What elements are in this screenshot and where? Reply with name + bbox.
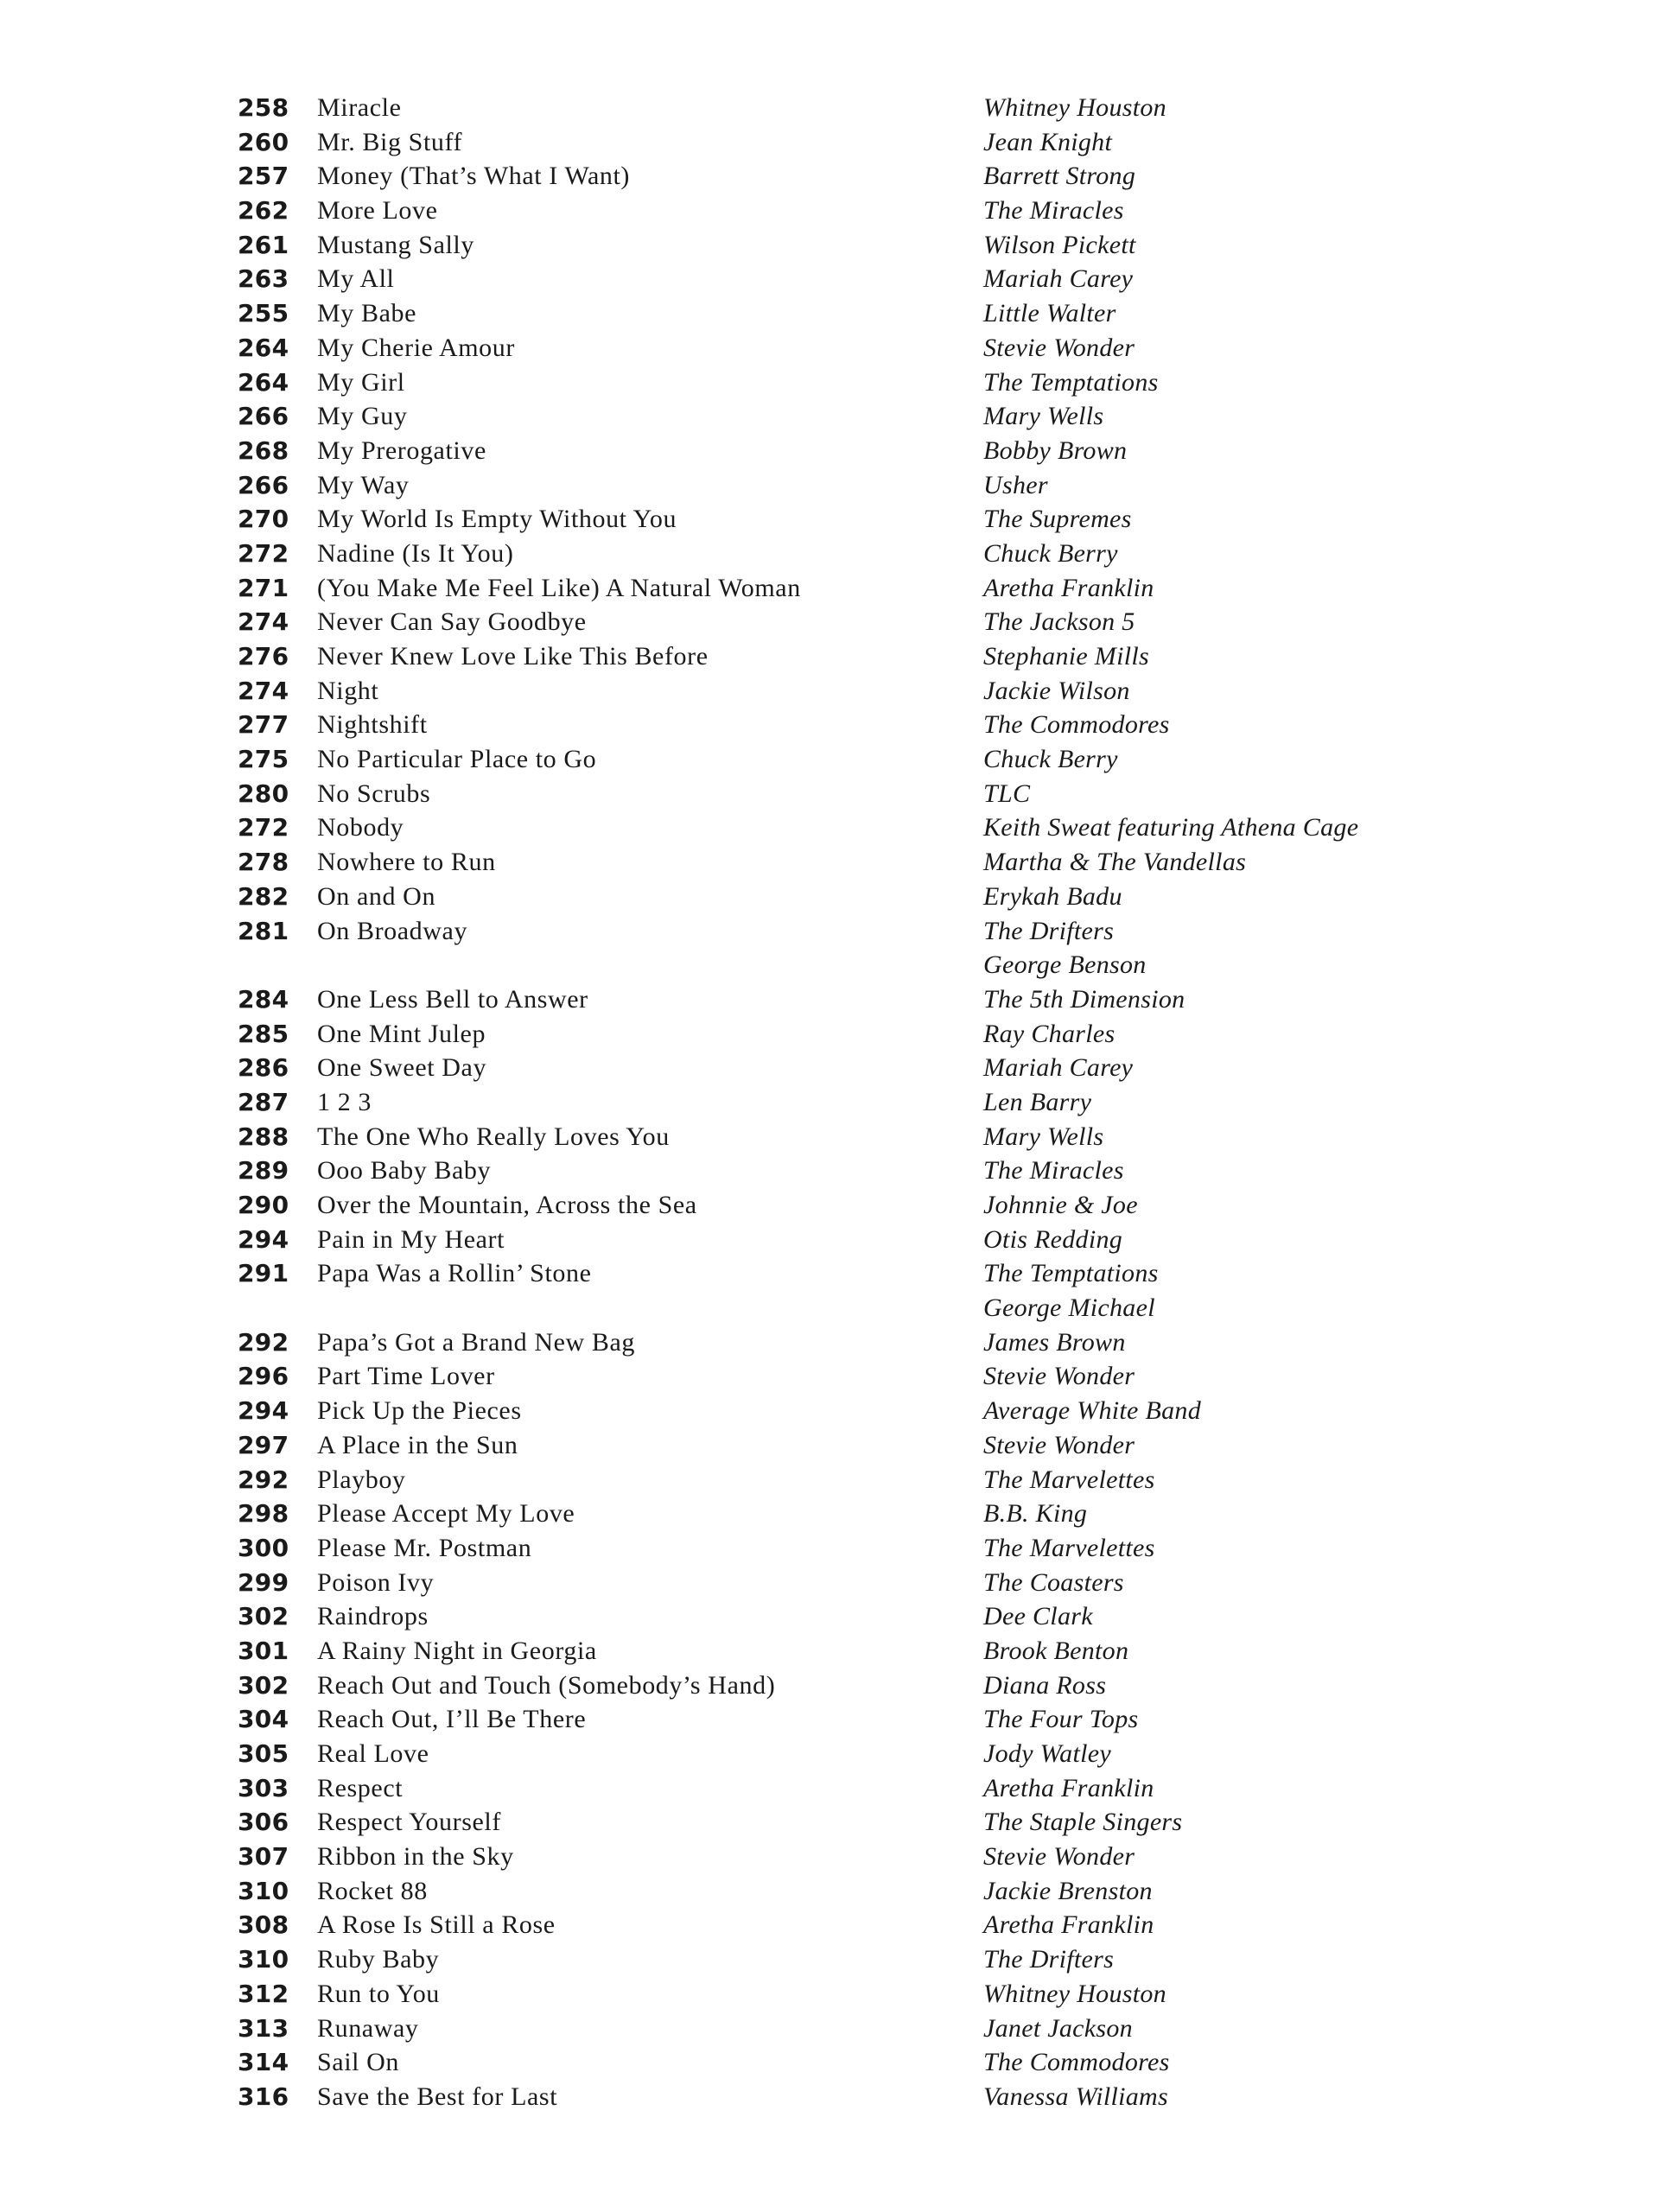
song-title: Playboy [317,1465,406,1494]
song-title: Respect Yourself [317,1808,501,1837]
song-title: Night [317,676,379,705]
song-title: My World Is Empty Without You [317,505,677,534]
song-entry [0,194,1659,228]
song-title: A Rainy Night in Georgia [317,1636,597,1665]
song-entry [0,434,1659,468]
page-number: 308 [238,1910,289,1940]
page-number: 275 [238,745,289,774]
song-title: My Guy [317,402,408,431]
page-number: 272 [238,538,289,568]
song-entry [0,468,1659,503]
song-entry [0,1805,1659,1840]
page-number: 255 [238,299,289,328]
song-title: My Babe [317,299,417,328]
page-number: 263 [238,264,289,294]
page-number: 270 [238,505,289,534]
artist-name: Janet Jackson [983,2013,1133,2043]
song-entry [0,1359,1659,1394]
song-title: Ooo Baby Baby [317,1156,492,1185]
artist-name: The Marvelettes [983,1533,1155,1562]
page-number: 302 [238,1602,289,1631]
artist-name: The Staple Singers [983,1808,1183,1837]
artist-name: The Marvelettes [983,1465,1155,1494]
artist-name: Jody Watley [983,1739,1111,1768]
artist-name: Jackie Brenston [983,1876,1153,1905]
page-number: 301 [238,1636,289,1665]
page-number: 292 [238,1465,289,1494]
song-title: Please Mr. Postman [317,1533,532,1562]
page-number: 298 [238,1499,289,1529]
song-entry [0,1942,1659,1977]
artist-name: TLC [983,779,1031,808]
page-number: 300 [238,1533,289,1562]
page-number: 274 [238,676,289,705]
artist-name: Diana Ross [983,1670,1107,1700]
artist-name: The Supremes [983,505,1132,534]
artist-name: Brook Benton [983,1636,1129,1665]
song-entry [0,2080,1659,2114]
artist-name: Usher [983,470,1048,499]
song-entry [0,1325,1659,1360]
page-number: 302 [238,1670,289,1700]
song-entry [0,1531,1659,1566]
song-entry [0,571,1659,606]
page-number: 297 [238,1430,289,1459]
song-entry [0,331,1659,365]
song-entry [0,125,1659,160]
page-number: 276 [238,642,289,671]
song-index-list [0,91,1659,2114]
song-title: One Less Bell to Answer [317,984,588,1014]
song-entry [0,605,1659,639]
artist-name: The Coasters [983,1567,1124,1597]
page-number: 313 [238,2013,289,2043]
song-entry [0,1291,1659,1325]
song-title: Money (That’s What I Want) [317,162,630,191]
page-number: 261 [238,230,289,259]
song-title: Never Knew Love Like This Before [317,642,709,671]
artist-name: The 5th Dimension [983,984,1185,1014]
song-entry [0,1702,1659,1737]
song-entry [0,2045,1659,2080]
song-entry [0,1497,1659,1531]
artist-name: The Jackson 5 [983,607,1135,637]
song-title: Poison Ivy [317,1567,435,1597]
song-entry [0,810,1659,845]
song-entry [0,1874,1659,1909]
song-entry [0,639,1659,674]
page-number: 262 [238,196,289,226]
song-title: Papa’s Got a Brand New Bag [317,1327,636,1357]
page-number: 296 [238,1362,289,1391]
artist-name: The Temptations [983,1259,1159,1288]
song-title: Save the Best for Last [317,2082,558,2111]
song-title: No Scrubs [317,779,431,808]
song-entry [0,1428,1659,1463]
song-entry [0,1771,1659,1806]
artist-name: The Miracles [983,1156,1124,1185]
artist-name: Little Walter [983,299,1116,328]
song-title: Real Love [317,1739,429,1768]
song-entry [0,91,1659,125]
page-number: 310 [238,1945,289,1974]
page-number: 282 [238,881,289,911]
song-entry [0,1737,1659,1771]
page-number: 271 [238,573,289,602]
artist-name: Mary Wells [983,402,1104,431]
page-number: 285 [238,1019,289,1048]
song-title: Miracle [317,93,402,122]
page-number: 314 [238,2048,289,2077]
song-title: Over the Mountain, Across the Sea [317,1191,697,1219]
page-number: 272 [238,813,289,842]
song-title: Never Can Say Goodbye [317,607,587,637]
song-title: Respect [317,1773,404,1802]
song-entry [0,777,1659,811]
song-entry [0,537,1659,571]
artist-name: Jackie Wilson [983,676,1130,705]
artist-name: Mary Wells [983,1122,1104,1151]
song-title: On and On [317,881,436,911]
artist-name: Stevie Wonder [983,1362,1135,1391]
song-title: Mustang Sally [317,230,474,259]
song-title: Reach Out, I’ll Be There [317,1705,587,1734]
song-title: Rocket 88 [317,1876,428,1905]
song-entry [0,1840,1659,1874]
song-entry [0,982,1659,1017]
song-entry [0,1566,1659,1600]
page-number: 289 [238,1156,289,1185]
song-entry [0,1669,1659,1703]
song-entry [0,742,1659,777]
page-number: 268 [238,435,289,465]
artist-name: Martha & The Vandellas [983,848,1247,877]
page-number: 290 [238,1191,289,1219]
song-entry [0,880,1659,914]
song-title: Reach Out and Touch (Somebody’s Hand) [317,1670,776,1700]
artist-name: Vanessa Williams [983,2082,1168,2111]
song-title: Please Accept My Love [317,1499,575,1529]
artist-name: Wilson Pickett [983,230,1136,259]
song-entry [0,708,1659,742]
page-number: 257 [238,162,289,191]
page-number: 278 [238,848,289,877]
song-title: Nobody [317,813,404,842]
page-number: 260 [238,127,289,156]
artist-name: Otis Redding [983,1224,1123,1254]
song-entry [0,1908,1659,1942]
artist-name: Stevie Wonder [983,1430,1135,1459]
page-number: 286 [238,1053,289,1083]
song-title: Sail On [317,2048,400,2077]
song-entry [0,1463,1659,1497]
song-entry [0,1017,1659,1052]
page-number: 307 [238,1842,289,1872]
page-number: 291 [238,1259,289,1288]
song-title: (You Make Me Feel Like) A Natural Woman [317,573,801,602]
page-number: 288 [238,1122,289,1151]
artist-name: Johnnie & Joe [983,1191,1138,1219]
song-entry [0,948,1659,982]
song-entry [0,296,1659,331]
song-entry [0,228,1659,263]
page-number: 264 [238,367,289,397]
artist-name: The Drifters [983,916,1115,945]
page-number: 292 [238,1327,289,1357]
page-number: 287 [238,1087,289,1116]
artist-name: Chuck Berry [983,745,1118,774]
song-entry [0,1120,1659,1154]
song-entry [0,914,1659,949]
song-title: The One Who Really Loves You [317,1122,670,1151]
song-entry [0,365,1659,400]
song-entry [0,1223,1659,1257]
artist-name: Barrett Strong [983,162,1136,191]
artist-name: Stevie Wonder [983,333,1135,362]
page-number: 294 [238,1396,289,1426]
song-title: My Way [317,470,410,499]
artist-name: Bobby Brown [983,435,1128,465]
song-title: Pain in My Heart [317,1224,505,1254]
artist-name: George Michael [983,1294,1155,1323]
artist-name: Whitney Houston [983,1979,1166,2008]
song-entry [0,399,1659,434]
song-entry [0,1051,1659,1085]
song-title: Mr. Big Stuff [317,127,463,156]
song-title: Pick Up the Pieces [317,1396,522,1426]
song-entry [0,1599,1659,1634]
song-title: My All [317,264,395,294]
song-title: Run to You [317,1979,440,2008]
song-title: Nowhere to Run [317,848,496,877]
page-number: 284 [238,984,289,1014]
song-title: 1 2 3 [317,1087,372,1116]
song-entry [0,1188,1659,1223]
artist-name: The Drifters [983,1945,1115,1974]
page-number: 266 [238,470,289,499]
song-entry [0,2012,1659,2046]
song-title: Raindrops [317,1602,429,1631]
song-entry [0,1256,1659,1291]
page-number: 316 [238,2082,289,2111]
artist-name: Aretha Franklin [983,1910,1154,1940]
artist-name: Mariah Carey [983,264,1134,294]
artist-name: Mariah Carey [983,1053,1134,1083]
page-number: 281 [238,916,289,945]
artist-name: Aretha Franklin [983,1773,1154,1802]
song-title: A Rose Is Still a Rose [317,1910,556,1940]
song-entry [0,262,1659,296]
song-title: No Particular Place to Go [317,745,597,774]
song-entry [0,159,1659,194]
artist-name: Len Barry [983,1087,1092,1116]
page-number: 305 [238,1739,289,1768]
song-title: More Love [317,196,438,226]
page-number: 258 [238,93,289,122]
song-entry [0,1085,1659,1120]
page-number: 304 [238,1705,289,1734]
page-number: 299 [238,1567,289,1597]
song-title: My Girl [317,367,405,397]
artist-name: The Temptations [983,367,1159,397]
song-entry [0,1634,1659,1669]
artist-name: Average White Band [983,1396,1201,1426]
song-entry [0,845,1659,880]
artist-name: Stephanie Mills [983,642,1149,671]
song-title: My Prerogative [317,435,486,465]
page-number: 303 [238,1773,289,1802]
song-entry [0,1394,1659,1428]
artist-name: Jean Knight [983,127,1113,156]
artist-name: Stevie Wonder [983,1842,1135,1872]
artist-name: The Miracles [983,196,1124,226]
song-title: Part Time Lover [317,1362,495,1391]
song-entry [0,674,1659,709]
song-title: Papa Was a Rollin’ Stone [317,1259,592,1288]
song-title: On Broadway [317,916,468,945]
artist-name: George Benson [983,950,1147,980]
song-title: Nightshift [317,710,428,740]
artist-name: Aretha Franklin [983,573,1154,602]
page-number: 310 [238,1876,289,1905]
song-title: Nadine (Is It You) [317,538,514,568]
song-entry [0,502,1659,537]
song-title: A Place in the Sun [317,1430,518,1459]
artist-name: James Brown [983,1327,1126,1357]
song-entry [0,1977,1659,2012]
artist-name: Erykah Badu [983,881,1122,911]
artist-name: The Commodores [983,2048,1170,2077]
page-number: 312 [238,1979,289,2008]
song-title: Ruby Baby [317,1945,440,1974]
song-title: Runaway [317,2013,419,2043]
page-number: 280 [238,779,289,808]
page-number: 306 [238,1808,289,1837]
artist-name: Keith Sweat featuring Athena Cage [983,813,1359,842]
song-title: One Sweet Day [317,1053,487,1083]
artist-name: The Commodores [983,710,1170,740]
song-title: One Mint Julep [317,1019,486,1048]
page-number: 277 [238,710,289,740]
page-number: 294 [238,1224,289,1254]
page-number: 274 [238,607,289,637]
song-title: Ribbon in the Sky [317,1842,514,1872]
artist-name: Dee Clark [983,1602,1093,1631]
page-number: 266 [238,402,289,431]
artist-name: Whitney Houston [983,93,1166,122]
song-entry [0,1154,1659,1188]
page-number: 264 [238,333,289,362]
song-title: My Cherie Amour [317,333,515,362]
artist-name: Chuck Berry [983,538,1118,568]
artist-name: Ray Charles [983,1019,1116,1048]
artist-name: B.B. King [983,1499,1088,1529]
artist-name: The Four Tops [983,1705,1139,1734]
